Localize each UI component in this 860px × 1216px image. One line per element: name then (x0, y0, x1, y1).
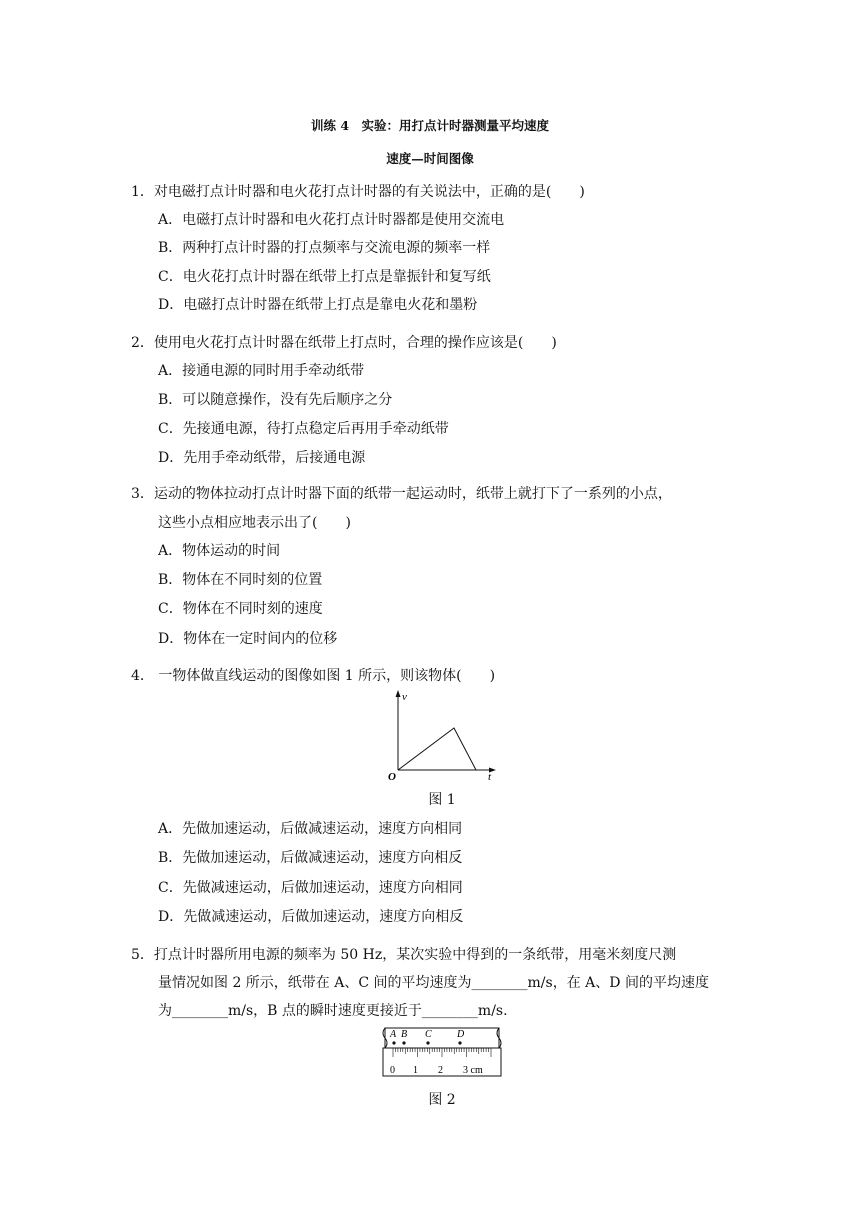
question-2-option-c: C．先接通电源，待打点稳定后再用手牵动纸带 (158, 421, 449, 437)
question-3-option-b: B．物体在不同时刻的位置 (158, 572, 323, 588)
worksheet-title: 训练 4 实验：用打点计时器测量平均速度 (310, 118, 550, 133)
worksheet-subtitle: 速度—时间图像 (386, 151, 474, 166)
question-2-stem: 2．使用电火花打点计时器在纸带上打点时，合理的操作应该是( ) (131, 335, 557, 351)
t-axis-label: t (488, 771, 492, 782)
question-1-option-a: A．电磁打点计时器和电火花打点计时器都是使用交流电 (158, 212, 505, 228)
origin-label: O (388, 771, 396, 782)
question-4-option-d: D．先做减速运动，后做加速运动，速度方向相反 (158, 909, 464, 925)
question-4-option-b: B．先做加速运动，后做减速运动，速度方向相反 (158, 850, 463, 866)
v-axis-arrow (396, 690, 401, 697)
dot-a (392, 1041, 395, 1044)
question-5-stem-line-3: 为________m/s，B 点的瞬时速度更接近于________m/s. (158, 1003, 508, 1019)
question-3-option-a: A．物体运动的时间 (158, 543, 281, 559)
question-1-option-b: B．两种打点计时器的打点频率与交流电源的频率一样 (158, 240, 491, 256)
v-axis-label: v (402, 691, 407, 703)
question-3-option-c: C．物体在不同时刻的速度 (158, 601, 323, 617)
velocity-line (398, 728, 476, 770)
question-2-option-d: D．先用手牵动纸带，后接通电源 (158, 450, 366, 466)
question-1-option-c: C．电火花打点计时器在纸带上打点是靠振针和复写纸 (158, 269, 491, 285)
point-label-a: A (390, 1029, 397, 1040)
point-label-c: C (425, 1029, 432, 1040)
question-4-stem: 4. 一物体做直线运动的图像如图 1 所示，则该物体( ) (131, 668, 496, 684)
question-5-stem-line-2: 量情况如图 2 所示，纸带在 A、C 间的平均速度为________m/s，在 A、D 间的平均速度 (158, 975, 709, 991)
question-2-option-a: A．接通电源的同时用手牵动纸带 (158, 363, 365, 379)
question-4-option-c: C．先做减速运动，后做加速运动，速度方向相同 (158, 880, 463, 896)
question-1-option-d: D．电磁打点计时器在纸带上打点是靠电火花和墨粉 (158, 297, 478, 313)
figure-1-vt-graph (386, 688, 502, 782)
question-1-stem: 1．对电磁打点计时器和电火花打点计时器的有关说法中，正确的是( ) (131, 184, 585, 200)
dot-c (426, 1041, 429, 1044)
ruler-label-2: 2 (438, 1065, 443, 1076)
question-3-stem-line-1: 3．运动的物体拉动打点计时器下面的纸带一起运动时，纸带上就打下了一系列的小点， (131, 486, 672, 502)
question-5-stem-line-1: 5．打点计时器所用电源的频率为 50 Hz，某次实验中得到的一条纸带，用毫米刻度尺测 (131, 947, 677, 963)
figure-1-caption: 图 1 (428, 792, 456, 808)
ruler-label-0: 0 (390, 1065, 395, 1076)
point-label-d: D (457, 1029, 465, 1040)
figure-2-ruler-tape (380, 1026, 504, 1080)
question-3-option-d: D．物体在一定时间内的位移 (158, 631, 338, 647)
question-4-option-a: A．先做加速运动，后做减速运动，速度方向相同 (158, 821, 463, 837)
dot-d (458, 1041, 461, 1044)
question-3-stem-line-2: 这些小点相应地表示出了( ) (158, 515, 351, 531)
point-label-b: B (401, 1029, 408, 1040)
dot-b (402, 1041, 405, 1044)
ruler-label-3cm: 3 cm (463, 1065, 483, 1076)
ruler-label-1: 1 (413, 1065, 418, 1076)
question-2-option-b: B．可以随意操作，没有先后顺序之分 (158, 392, 393, 408)
figure-2-caption: 图 2 (428, 1092, 456, 1108)
